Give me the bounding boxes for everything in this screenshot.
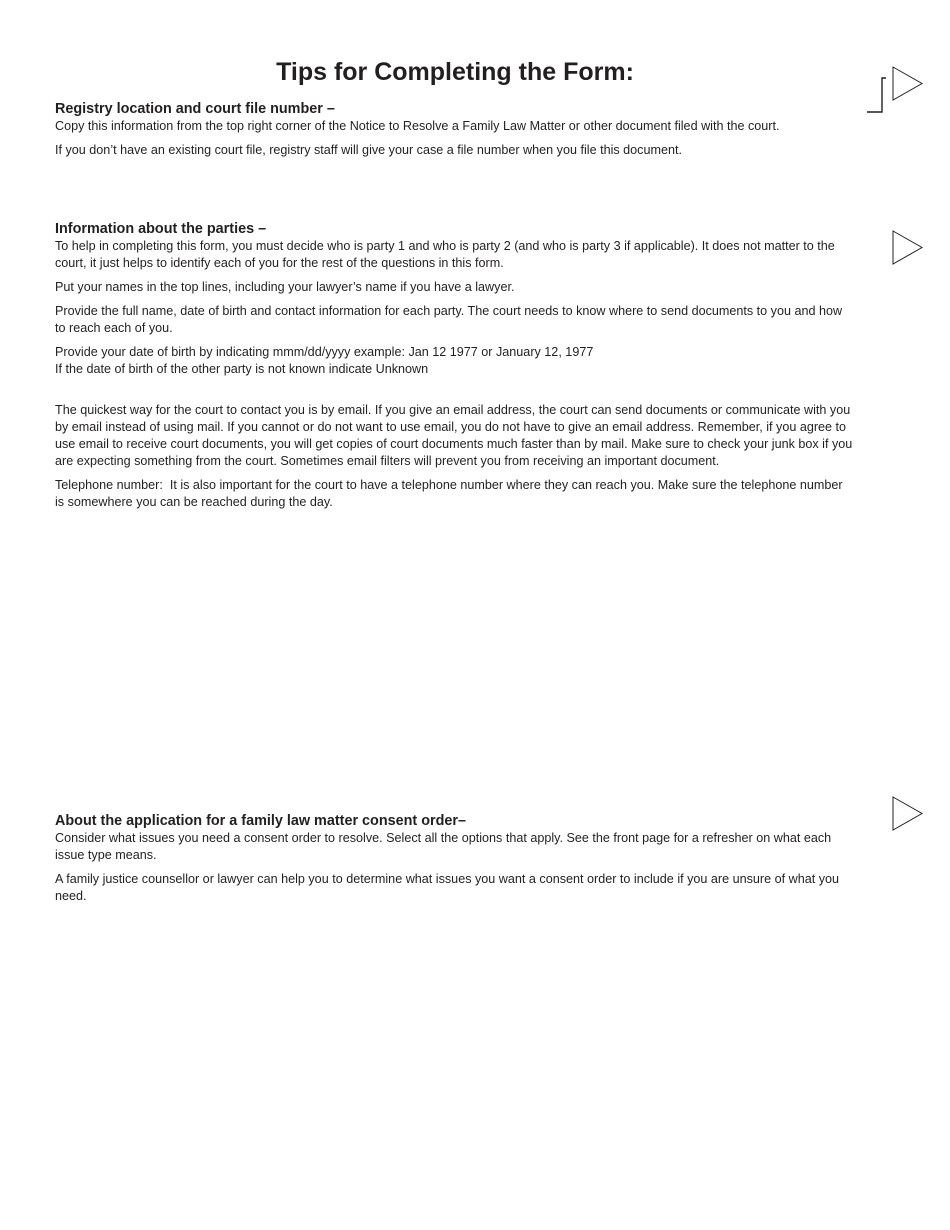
section-parties	[55, 221, 855, 518]
section-heading-registry: Registry location and court file number –	[55, 101, 335, 117]
parties-paragraph-1: To help in completing this form, you must decide who is party 1 and who is party 2 (and who is party 3 if applicable). It does not matter to the court, it just helps to identify each of you for the rest of the questions in this form.	[55, 239, 835, 271]
application-paragraph-1: Consider what issues you need a consent order to resolve. Select all the options that apply. See the front page for a refresher on what each issue type means.	[55, 831, 832, 863]
section-registry	[55, 101, 855, 166]
page-title: Tips for Completing the Form:	[276, 58, 634, 86]
parties-paragraph-3: Provide the full name, date of birth and contact information for each party. The court needs to know where to send documents to you and how to reach each of you.	[55, 303, 843, 335]
registry-paragraph-2: If you don’t have an existing court file, registry staff will give your case a file number when you file this document.	[55, 142, 682, 157]
dob-instruction: Provide your date of birth by indicating mmm/dd/yyyy example: Jan 12 1977 or January 12, 1977	[55, 344, 594, 359]
parties-paragraph-4	[55, 344, 855, 378]
section-heading-application: About the application for a family law matter consent order–	[55, 813, 467, 829]
triangle-pointer-icon	[892, 66, 924, 102]
section-heading-parties: Information about the parties –	[55, 221, 267, 237]
triangle-pointer-icon	[892, 796, 924, 832]
spacer	[55, 385, 855, 402]
section-application	[55, 813, 855, 912]
registry-paragraph-1: Copy this information from the top right corner of the Notice to Resolve a Family Law Matter or other document filed with the court.	[55, 119, 780, 133]
parties-paragraph-telephone: Telephone number: It is also important for the court to have a telephone number where they can reach you. Make sure the telephone number is somewhere you can be reached during the day.	[55, 478, 843, 510]
dob-unknown-instruction: If the date of birth of the other party is not known indicate Unknown	[55, 362, 429, 376]
triangle-pointer-icon	[892, 230, 924, 266]
application-paragraph-2: A family justice counsellor or lawyer can help you to determine what issues you want a consent order to include if you are unsure of what you need.	[55, 872, 840, 904]
corner-bracket-icon	[866, 76, 886, 116]
parties-paragraph-2: Put your names in the top lines, including your lawyer’s name if you have a lawyer.	[55, 280, 515, 294]
parties-paragraph-email: The quickest way for the court to contact you is by email. If you give an email address, the court can send documents or communicate with you by email instead of using mail. If you cannot or do not want to use email, you do not have to give an email address. Remember, if you agree to use email to receive court documents, you will get copies of court documents much faster than by mail. Make sure to check your junk box if you are expecting something from the court. Sometimes email filters will prevent you from receiving an important document.	[55, 402, 853, 469]
